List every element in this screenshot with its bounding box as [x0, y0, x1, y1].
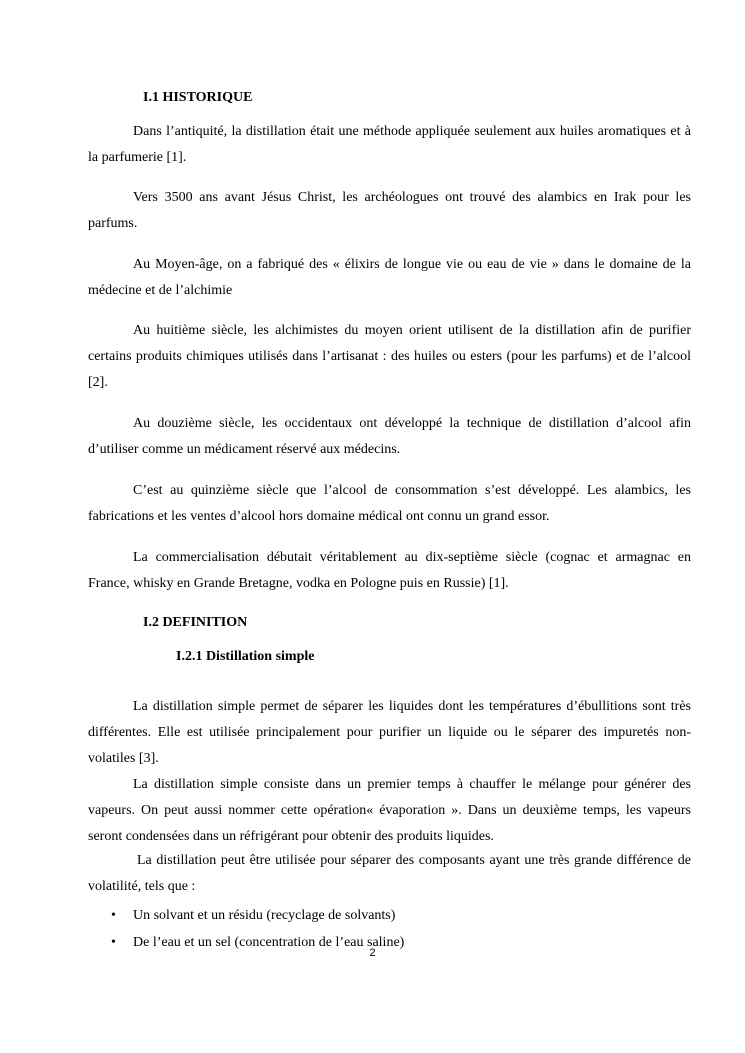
list-item-text: Un solvant et un résidu (recyclage de solvants) — [133, 908, 396, 923]
bullet-icon: • — [111, 908, 116, 923]
paragraph-commercialisation: La commercialisation débutait véritablement au dix-septième siècle (cognac et armagnac en France, whisky en Grande Bretagne, vodka en Pologne puis en Russie) [1]. — [88, 550, 691, 591]
subsection-title-distillation-simple: I.2.1 Distillation simple — [176, 649, 315, 664]
bullet-icon: • — [111, 935, 116, 950]
paragraph-douzieme-siecle: Au douzième siècle, les occidentaux ont développé la technique de distillation d’alcool afin d’utiliser comme un médicament réservé aux médecins. — [88, 416, 691, 457]
paragraph-distillation-simple-principe: La distillation simple consiste dans un premier temps à chauffer le mélange pour générer des vapeurs. On peut aussi nommer cette opération« évaporation ». Dans un deuxième temps, les vapeurs seront condensées dans un réfrigérant pour obtenir des produits liquides. — [88, 777, 691, 844]
paragraph-quinzieme-siecle: C’est au quinzième siècle que l’alcool de consommation s’est développé. Les alambics, les fabrications et les ventes d’alcool hors domaine médical ont connu un grand essor. — [88, 483, 691, 524]
paragraph-3500-ans: Vers 3500 ans avant Jésus Christ, les archéologues ont trouvé des alambics en Irak pour les parfums. — [88, 190, 691, 231]
list-item-text: De l’eau et un sel (concentration de l’eau saline) — [133, 935, 405, 950]
paragraph-moyen-age: Au Moyen-âge, on a fabriqué des « élixirs de longue vie ou eau de vie » dans le domaine de la médecine et de l’alchimie — [88, 257, 691, 298]
section-title-definition: I.2 DEFINITION — [143, 615, 248, 630]
section-title-historique: I.1 HISTORIQUE — [143, 90, 253, 105]
paragraph-distillation-simple-definition: La distillation simple permet de séparer les liquides dont les températures d’ébullitions sont très différentes. Elle est utilisée principalement pour purifier un liquide ou le séparer des impuretés non-volatiles [3]. — [88, 699, 691, 766]
list-item — [88, 902, 691, 929]
paragraph-antiquite: Dans l’antiquité, la distillation était une méthode appliquée seulement aux huiles aromatiques et à la parfumerie [1]. — [88, 124, 691, 165]
paragraph-volatilite: La distillation peut être utilisée pour séparer des composants ayant une très grande différence de volatilité, tels que : — [88, 853, 691, 894]
paragraph-huitieme-siecle: Au huitième siècle, les alchimistes du moyen orient utilisent de la distillation afin de purifier certains produits chimiques utilisés dans l’artisanat : des huiles ou esters (pour les parfums) et de l’alcool [2]. — [88, 323, 691, 390]
page-number: 2 — [369, 947, 376, 959]
